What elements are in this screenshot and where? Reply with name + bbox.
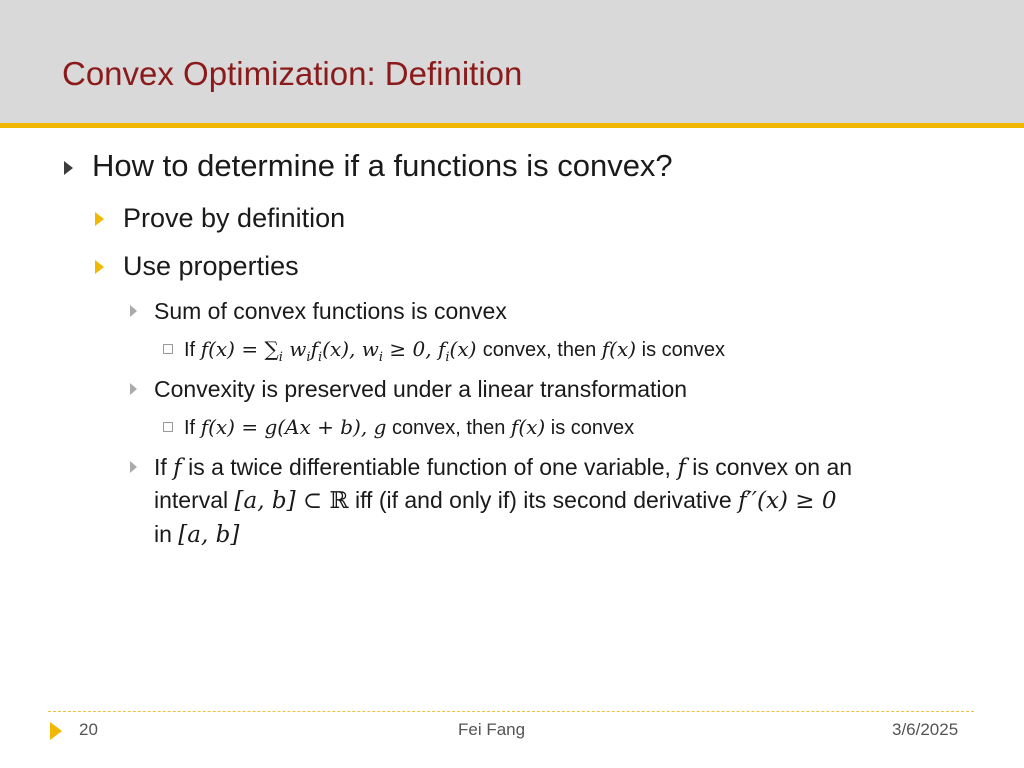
bullet-sum-of-convex: Sum of convex functions is convex	[154, 298, 507, 324]
convex-then-label: convex, then	[482, 339, 597, 361]
bullet-arrow-icon	[95, 212, 104, 226]
fx-math: f(x)	[601, 337, 637, 361]
bullet-arrow-icon	[95, 260, 104, 274]
bullet-arrow-icon	[130, 383, 137, 395]
footer-divider	[48, 711, 974, 712]
sum-formula: $f(x) = \sum_i$ $w_if_i(x)$, $w_i \ge 0$, $f_i(x)$	[200, 337, 477, 365]
page-number: 20	[79, 720, 98, 739]
footer-author: Fei Fang	[458, 720, 526, 739]
bullet-twice-differentiable-line1: If f is a twice differentiable function of one variable, f is convex on an	[154, 454, 853, 481]
bullet-linear-transformation: Convexity is preserved under a linear transformation	[154, 376, 688, 402]
sum-formula-line	[184, 337, 725, 365]
bullet-twice-differentiable-line2: interval [a, b] ⊂ ℝ iff (if and only if) its second derivative f′′(x) ≥ 0	[154, 487, 837, 514]
linear-formula: f(x) = g(Ax + b), g	[200, 415, 387, 439]
footer-date: 3/6/2025	[892, 720, 959, 739]
footer-triangle-icon	[50, 722, 62, 740]
bullet-arrow-icon	[64, 161, 73, 175]
fx-math: f(x)	[510, 415, 546, 439]
square-bullet-icon	[163, 422, 173, 432]
bullet-arrow-icon	[130, 461, 137, 473]
is-convex-label: is convex	[550, 417, 635, 439]
bullet-arrow-icon	[130, 305, 137, 317]
bullet-twice-differentiable-line3: in [a, b]	[154, 521, 240, 548]
convex-then-label: convex, then	[391, 417, 506, 439]
bullet-use-properties: Use properties	[123, 251, 299, 281]
bullet-prove-by-definition: Prove by definition	[123, 203, 346, 233]
if-label: If	[184, 417, 196, 439]
slide-title: Convex Optimization: Definition	[62, 55, 523, 92]
is-convex-label: is convex	[641, 339, 726, 361]
if-label: If	[184, 339, 196, 361]
square-bullet-icon	[163, 344, 173, 354]
bullet-question: How to determine if a functions is convex?	[92, 148, 673, 183]
linear-formula-line	[184, 415, 634, 440]
